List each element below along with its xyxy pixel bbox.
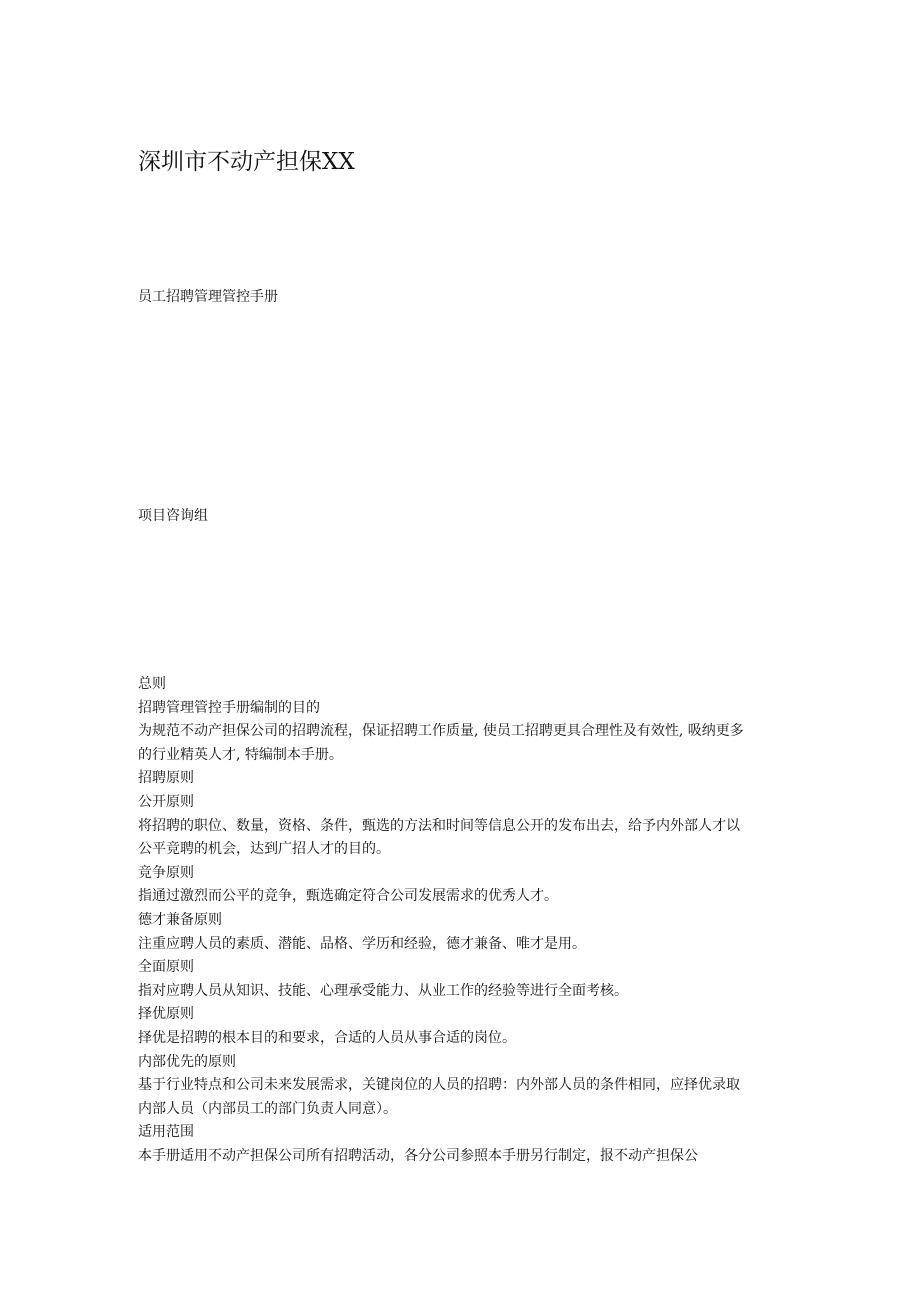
paragraph-line: 公平竞聘的机会，达到广招人才的目的。	[138, 841, 390, 858]
paragraph-line: 基于行业特点和公司未来发展需求，关键岗位的人员的招聘：内外部人员的条件相同，应择优录取	[138, 1077, 740, 1094]
paragraph-competition-principle	[138, 885, 808, 909]
heading-selection-principle: 择优原则	[138, 1006, 194, 1023]
heading-general: 总则	[138, 676, 166, 692]
group-name: 项目咨询组	[138, 508, 208, 524]
paragraph-comprehensive-principle	[138, 980, 808, 1004]
heading-open-principle: 公开原则	[138, 793, 194, 810]
paragraph-purpose	[138, 720, 808, 767]
paragraph-line: 本手册适用不动产担保公司所有招聘活动，各分公司参照本手册另行制定，报不动产担保公	[138, 1147, 698, 1164]
paragraph-line: 注重应聘人员的素质、潜能、品格、学历和经验，德才兼备、唯才是用。	[138, 935, 586, 952]
paragraph-line: 指对应聘人员从知识、技能、心理承受能力、从业工作的经验等进行全面考核。	[138, 982, 628, 999]
heading-comprehensive-principle: 全面原则	[138, 959, 194, 976]
paragraph-open-principle	[138, 815, 808, 862]
paragraph-line: 为规范不动产担保公司的招聘流程，保证招聘工作质量, 使员工招聘更具合理性及有效性, 吸纳更多	[138, 723, 744, 740]
heading-competition-principle: 竞争原则	[138, 864, 194, 881]
manual-title: 员工招聘管理管控手册	[138, 289, 278, 305]
heading-scope: 适用范围	[138, 1124, 194, 1141]
heading-internal-priority-principle: 内部优先的原则	[138, 1053, 236, 1070]
paragraph-line: 指通过激烈而公平的竞争，甄选确定符合公司发展需求的优秀人才。	[138, 888, 558, 905]
company-title: 深圳市不动产担保XX	[138, 149, 355, 175]
paragraph-scope	[138, 1145, 808, 1169]
paragraph-internal-priority-principle	[138, 1074, 808, 1121]
heading-purpose: 招聘管理管控手册编制的目的	[138, 699, 320, 716]
heading-virtue-principle: 德才兼备原则	[138, 911, 222, 928]
paragraph-line: 将招聘的职位、数量，资格、条件，甄选的方法和时间等信息公开的发布出去，给予内外部人才以	[138, 817, 740, 834]
paragraph-line: 的行业精英人才, 特编制本手册。	[138, 746, 343, 763]
document-body	[138, 673, 808, 1168]
paragraph-selection-principle	[138, 1027, 808, 1051]
paragraph-virtue-principle	[138, 933, 808, 957]
heading-principles: 招聘原则	[138, 770, 194, 787]
paragraph-line: 内部人员（内部员工的部门负责人同意）。	[138, 1100, 397, 1117]
paragraph-line: 择优是招聘的根本目的和要求，合适的人员从事合适的岗位。	[138, 1029, 516, 1046]
